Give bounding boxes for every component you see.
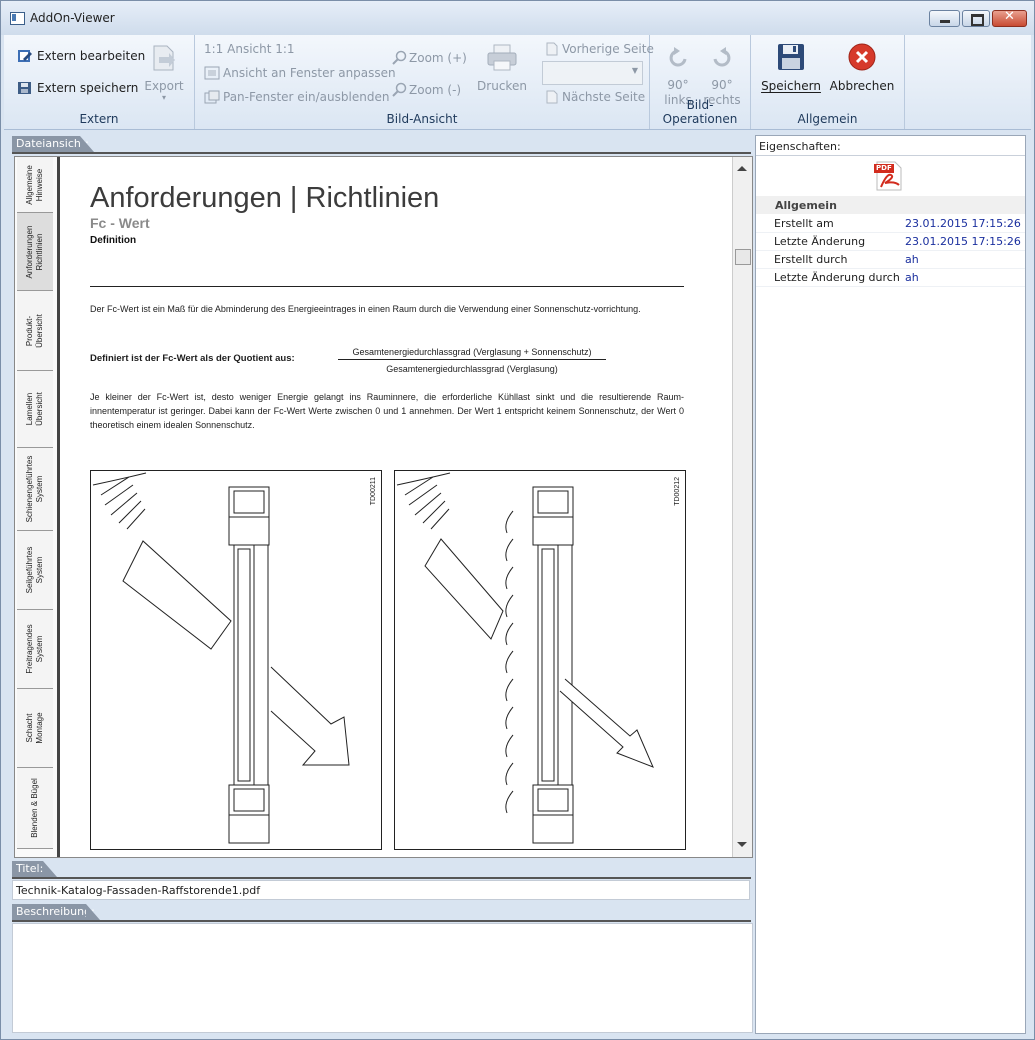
- title-divider: [12, 877, 751, 879]
- chapter-tab-anforderungen-richtlinien[interactable]: Anforderungen Richtlinien: [17, 213, 53, 291]
- file-title-field[interactable]: Technik-Katalog-Fassaden-Raffstorende1.pdf: [12, 880, 750, 900]
- minimize-button[interactable]: [929, 10, 960, 27]
- document-rule: [90, 286, 684, 287]
- pdf-file-icon: [873, 161, 905, 191]
- print-button[interactable]: Drucken: [475, 41, 529, 101]
- window-title: AddOn-Viewer: [30, 11, 115, 25]
- rotate-right-icon: [710, 45, 734, 69]
- chapter-tab-freitragendes-system[interactable]: Freitragendes System: [17, 610, 53, 689]
- properties-panel: [755, 135, 1026, 1034]
- formula-denominator: Gesamtenergiedurchlassgrad (Verglasung): [386, 364, 558, 374]
- document-definition-label: Definition: [90, 235, 137, 246]
- next-page-icon: [545, 90, 559, 104]
- export-button[interactable]: Export ▾: [142, 41, 186, 107]
- figure-window-no-shading: [90, 470, 382, 850]
- fit-window-icon: [204, 66, 220, 80]
- document-viewer[interactable]: [14, 156, 753, 858]
- property-row-letzte-aenderung-durch[interactable]: Letzte Änderung durch ah: [756, 268, 1025, 287]
- document-subheading: Fc - Wert: [90, 215, 150, 231]
- prev-page-icon: [545, 42, 559, 56]
- page-select-chevron-icon: ▼: [631, 66, 638, 75]
- chapter-tab-schienengefuehrtes-system[interactable]: Schienengeführtes System: [17, 448, 53, 531]
- group-label-bild-ansicht: Bild-Ansicht: [386, 112, 458, 126]
- group-label-bild-operationen: Bild-Operationen: [662, 98, 738, 126]
- rotate-right-button[interactable]: 90° rechts: [700, 43, 744, 109]
- figure-code-2: TD00212: [674, 477, 681, 506]
- properties-divider: [756, 155, 1025, 156]
- close-button[interactable]: [992, 10, 1027, 27]
- rotate-left-icon: [666, 45, 690, 69]
- group-allgemein: [751, 35, 905, 129]
- scroll-thumb[interactable]: [735, 249, 751, 265]
- sun-window-diagram-2: [395, 471, 685, 849]
- group-bild-ansicht: 1:1 Ansicht 1:1 Ansicht an Fenster anpassen Pan-Fenster ein/ausblenden Zoom (+) Zoom (-) Drucken Vorherige Seite ▼ Nächste Seite Bild-Ansicht: [195, 35, 650, 129]
- page-select[interactable]: [542, 61, 643, 85]
- group-label-extern: Extern: [79, 112, 119, 126]
- cancel-button[interactable]: Abbrechen: [829, 41, 895, 101]
- file-view-tab: Dateiansicht:: [12, 136, 80, 152]
- figure-code-1: TD00211: [370, 477, 377, 506]
- floppy-disk-icon: [777, 43, 805, 71]
- document-scrollbar[interactable]: [732, 157, 752, 857]
- properties-category-allgemein[interactable]: Allgemein: [756, 196, 1025, 214]
- maximize-button[interactable]: [962, 10, 990, 27]
- title-bar: [1, 1, 1034, 35]
- zoom-in-icon: [391, 50, 407, 66]
- scroll-up-icon[interactable]: [737, 166, 747, 171]
- chapter-tab-schacht-montage[interactable]: Schacht Montage: [17, 689, 53, 768]
- chapter-tab-seilgefuehrtes-system[interactable]: Seilgeführtes System: [17, 531, 53, 610]
- save-button[interactable]: Speichern: [759, 41, 823, 101]
- export-icon: [150, 43, 178, 73]
- chapter-tab-produkt-uebersicht[interactable]: Produkt- Übersicht: [17, 291, 53, 371]
- property-row-erstellt-am[interactable]: Erstellt am 23.01.2015 17:15:26: [756, 214, 1025, 233]
- view-1-1-button[interactable]: 1:1 Ansicht 1:1: [204, 42, 295, 56]
- close-icon: ✕: [1004, 9, 1015, 24]
- pdf-icon-label: PDF: [876, 164, 892, 172]
- app-icon: [10, 12, 25, 25]
- chapter-tab-allgemeine-hinweise[interactable]: Allgemeine Hinweise: [17, 157, 53, 213]
- edit-external-icon: [17, 48, 33, 64]
- cancel-icon: [847, 42, 877, 72]
- group-extern: Extern bearbeiten Extern speichern Export ▾ Extern: [4, 35, 195, 129]
- ribbon: [4, 35, 1031, 130]
- sun-window-diagram-1: [91, 471, 381, 849]
- save-external-icon: [17, 80, 33, 96]
- formula-numerator: Gesamtenergiedurchlassgrad (Verglasung + Sonnenschutz): [338, 347, 606, 360]
- document-page: [60, 157, 732, 857]
- chapter-tab-lamellen-uebersicht[interactable]: Lamellen Übersicht: [17, 371, 53, 448]
- printer-icon: [486, 43, 518, 73]
- zoom-out-icon: [391, 82, 407, 98]
- file-view-divider: [12, 152, 751, 154]
- description-divider: [12, 920, 751, 922]
- chapter-tab-blenden-buegel[interactable]: Blenden & Bügel: [17, 768, 53, 849]
- document-paragraph-2: Je kleiner der Fc-Wert ist, desto weniger Energie gelangt ins Rauminnere, die erforderliche Kühllast sinkt und die resultierende Raum-innentemperatur ist geringer. Dabei kann der Fc-Wert Werte zwischen 0 und 1 annehmen. Der Wert 1 entspricht keinem Sonnenschutz, der Wert 0 theoretisch einem idealen Sonnenschutz.: [90, 392, 684, 430]
- export-dropdown-icon: ▾: [161, 93, 166, 102]
- document-paragraph-1: Der Fc-Wert ist ein Maß für die Abminderung des Energieeintrages in einen Raum durch die Verwendung einer Sonnenschutz-vorrichtung.: [90, 304, 641, 314]
- figure-window-with-blinds: [394, 470, 686, 850]
- title-panel-tab: Titel:: [12, 861, 43, 877]
- properties-heading: Eigenschaften:: [759, 140, 841, 153]
- document-heading: Anforderungen | Richtlinien: [90, 182, 440, 214]
- scroll-down-icon[interactable]: [737, 842, 747, 847]
- property-row-letzte-aenderung[interactable]: Letzte Änderung 23.01.2015 17:15:26: [756, 232, 1025, 251]
- property-row-erstellt-durch[interactable]: Erstellt durch ah: [756, 250, 1025, 269]
- description-textarea[interactable]: [12, 923, 753, 1033]
- rotate-left-button[interactable]: 90° links: [656, 43, 700, 109]
- description-panel-tab: Beschreibung:: [12, 904, 86, 920]
- group-bild-operationen: [650, 35, 751, 129]
- group-label-allgemein: Allgemein: [797, 112, 858, 126]
- pan-window-icon: [204, 90, 220, 104]
- formula-label: Definiert ist der Fc-Wert als der Quotient aus:: [90, 353, 295, 364]
- document-chapter-tabs: [15, 157, 60, 857]
